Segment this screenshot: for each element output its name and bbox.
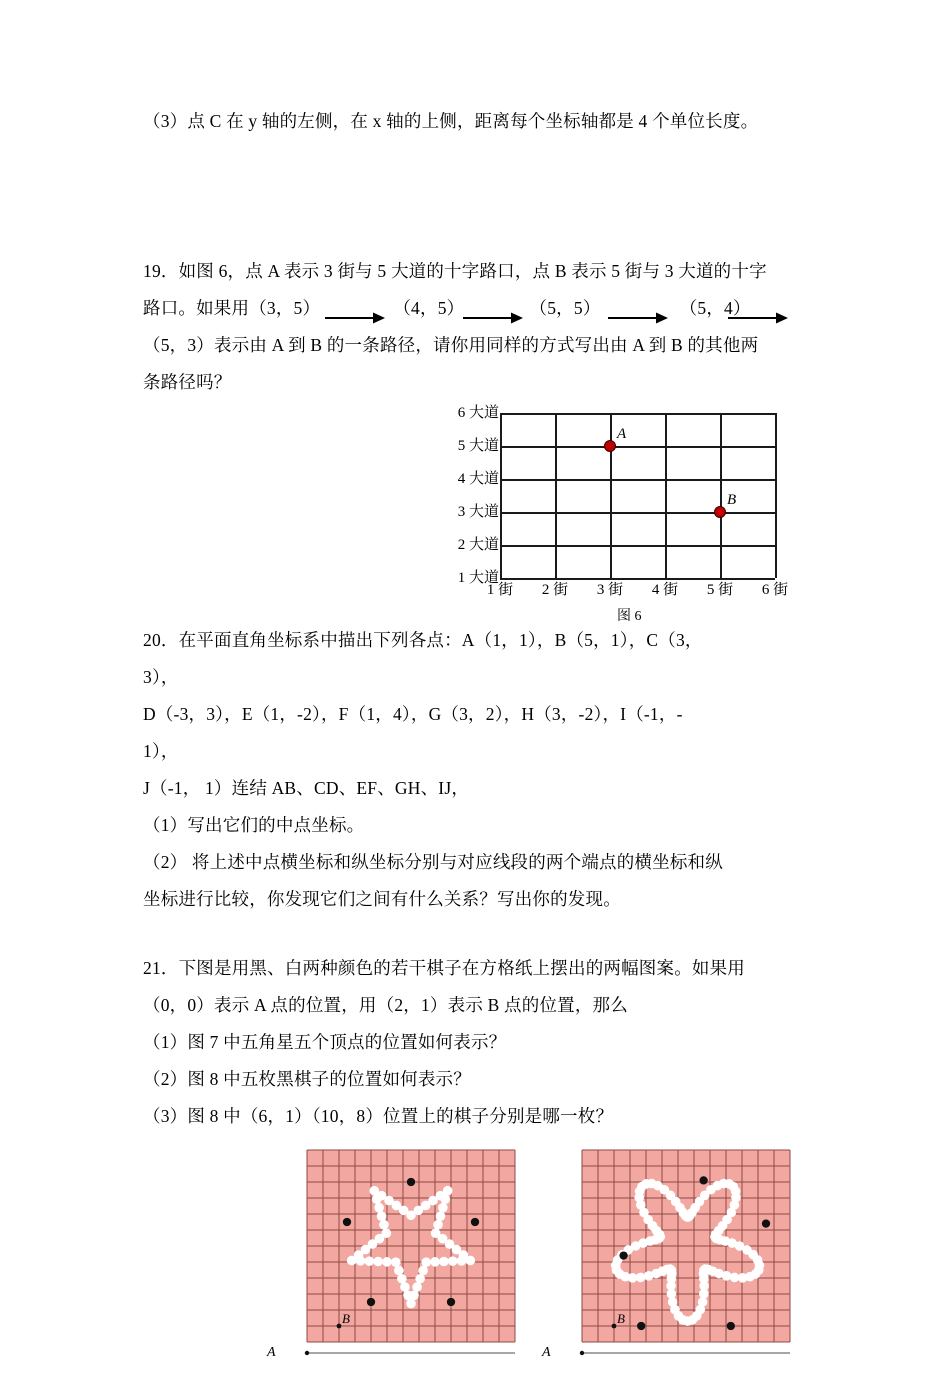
figure-6-vline bbox=[610, 413, 612, 578]
figure-6-vline bbox=[500, 413, 502, 578]
fig8-svg bbox=[560, 1148, 802, 1370]
figure-6-point-a bbox=[604, 440, 616, 452]
figure-6-street-label: 4 街 bbox=[651, 582, 679, 598]
fig7-white-piece bbox=[415, 1274, 425, 1284]
fig7-black-piece bbox=[343, 1218, 351, 1226]
figure-6-caption: 图 6 bbox=[617, 609, 642, 624]
fig8-black-piece bbox=[762, 1219, 770, 1227]
question-18-part-c bbox=[143, 103, 819, 140]
fig7-black-piece bbox=[367, 1298, 375, 1306]
fig7-white-piece bbox=[412, 1282, 422, 1292]
question-21 bbox=[143, 950, 819, 1135]
fig7-white-piece bbox=[347, 1256, 357, 1266]
fig7-white-piece bbox=[400, 1282, 410, 1292]
figure-7-origin-label: A bbox=[267, 1345, 276, 1360]
fig8-white-piece bbox=[722, 1271, 732, 1281]
figure-6-avenue-label: 2 大道 bbox=[457, 537, 499, 553]
q21-line-3: （1）图 7 中五角星五个顶点的位置如何表示？ bbox=[143, 1032, 507, 1052]
fig8-black-piece bbox=[619, 1251, 627, 1259]
fig7-svg bbox=[285, 1148, 527, 1370]
fig7-white-piece bbox=[370, 1186, 380, 1196]
q20-line-1: 20．在平面直角坐标系中描出下列各点：A（1，1），B（5，1），C（3， bbox=[143, 630, 703, 650]
fig7-white-piece bbox=[448, 1256, 458, 1266]
q19-line-3: （5，3）表示由 A 到 B 的一条路径，请你用同样的方式写出由 A 到 B 的其他两 bbox=[143, 335, 759, 355]
fig7-white-piece bbox=[394, 1266, 404, 1276]
q20-line-6: （1）写出它们的中点坐标。 bbox=[143, 815, 365, 835]
q19-seq-part-1: 路口。如果用（3，5） bbox=[143, 298, 321, 318]
figure-6-hline bbox=[500, 512, 775, 514]
figure-6-street-label: 5 街 bbox=[706, 582, 734, 598]
figure-6-avenue-label: 6 大道 bbox=[457, 405, 499, 421]
q19-line-1: 19．如图 6，点 A 表示 3 街与 5 大道的十字路口，点 B 表示 5 街与 3 大道的十字 bbox=[143, 261, 767, 281]
fig7-white-piece bbox=[403, 1291, 413, 1301]
q21-line-5: （3）图 8 中（6，1）（10，8）位置上的棋子分别是哪一枚？ bbox=[143, 1106, 614, 1126]
fig8-white-piece bbox=[636, 1273, 646, 1283]
q20-line-8: 坐标进行比较，你发现它们之间有什么关系？写出你的发现。 bbox=[143, 889, 621, 909]
figure-6-street-label: 2 街 bbox=[541, 582, 569, 598]
fig7-white-piece bbox=[391, 1257, 401, 1267]
fig7-white-piece bbox=[372, 1194, 382, 1204]
q19-line-2 bbox=[143, 290, 819, 327]
q20-line-2: 3）， bbox=[143, 667, 179, 687]
fig8-white-piece bbox=[698, 1297, 708, 1307]
fig7-white-piece bbox=[397, 1274, 407, 1284]
figure-6-street-grid bbox=[437, 398, 797, 626]
q21-line-4: （2）图 8 中五枚黑棋子的位置如何表示？ bbox=[143, 1069, 471, 1089]
figure-6-street-label: 6 街 bbox=[761, 582, 789, 598]
figure-6-street-label: 1 街 bbox=[486, 582, 514, 598]
figure-6-hline bbox=[500, 479, 775, 481]
figure-6-vline bbox=[555, 413, 557, 578]
figure-7-b-label: B bbox=[342, 1311, 350, 1326]
figure-6-vline bbox=[665, 413, 667, 578]
figure-8-b-label: B bbox=[617, 1311, 625, 1326]
fig7-white-piece bbox=[439, 1257, 449, 1267]
fig7-white-piece bbox=[364, 1256, 374, 1266]
fig7-point-b-dot bbox=[337, 1324, 342, 1329]
fig8-black-piece bbox=[637, 1322, 645, 1330]
figure-6-point-label-b: B bbox=[727, 492, 737, 508]
figure-6-point-b bbox=[714, 506, 726, 518]
q20-line-5: J（-1， 1）连结 AB、CD、EF、GH、IJ， bbox=[143, 778, 470, 798]
sequence-arrow-2 bbox=[463, 311, 525, 325]
fig8-point-b-dot bbox=[612, 1324, 617, 1329]
figure-6-avenue-label: 5 大道 bbox=[457, 438, 499, 454]
fig8-white-piece bbox=[678, 1315, 688, 1325]
figure-6-hline bbox=[500, 578, 775, 580]
fig7-white-piece bbox=[430, 1257, 440, 1267]
fig7-black-piece bbox=[471, 1218, 479, 1226]
fig7-white-piece bbox=[374, 1203, 384, 1213]
fig7-black-piece bbox=[407, 1178, 415, 1186]
fig7-white-piece bbox=[373, 1257, 383, 1267]
figure-6-street-label: 3 街 bbox=[596, 582, 624, 598]
fig7-white-piece bbox=[356, 1256, 366, 1266]
q20-line-3: D（-3，3），E（1，-2），F（1，4），G（3，2），H（3，-2），I（-1，- bbox=[143, 704, 683, 724]
figure-8-origin-label: A bbox=[542, 1345, 551, 1360]
fig7-white-piece bbox=[406, 1299, 416, 1309]
figure-7-board bbox=[285, 1148, 527, 1375]
q21-line-1: 21．下图是用黑、白两种颜色的若干棋子在方格纸上摆出的两幅图案。如果用 bbox=[143, 958, 745, 978]
fig7-white-piece bbox=[379, 1220, 389, 1230]
fig7-white-piece bbox=[377, 1211, 387, 1221]
page-content bbox=[143, 0, 819, 1344]
figure-6-hline bbox=[500, 545, 775, 547]
fig7-white-piece bbox=[436, 1211, 446, 1221]
q19-seq-part-4: （5，4） bbox=[679, 298, 751, 318]
figure-6-vline bbox=[775, 413, 777, 578]
figure-6-avenue-label: 3 大道 bbox=[457, 504, 499, 520]
q19-seq-part-2: （4，5） bbox=[393, 298, 465, 318]
sequence-arrow-3 bbox=[608, 311, 670, 325]
q19-line-4: 条路径吗？ bbox=[143, 372, 232, 392]
q21-line-2: （0，0）表示 A 点的位置，用（2，1）表示 B 点的位置，那么 bbox=[143, 995, 628, 1015]
sequence-arrow-1 bbox=[325, 311, 387, 325]
figure-6-avenue-label: 4 大道 bbox=[457, 471, 499, 487]
fig7-white-piece bbox=[418, 1266, 428, 1276]
fig7-white-piece bbox=[433, 1220, 443, 1230]
q20-line-7: （2） 将上述中点横坐标和纵坐标分别与对应线段的两个端点的横坐标和纵 bbox=[143, 852, 723, 872]
figure-6-hline bbox=[500, 413, 775, 415]
fig8-black-piece bbox=[727, 1322, 735, 1330]
figure-6-vline bbox=[720, 413, 722, 578]
fig7-black-piece bbox=[447, 1298, 455, 1306]
figure-6-hline bbox=[500, 446, 775, 448]
q20-line-4: 1）， bbox=[143, 741, 179, 761]
figure-8-board bbox=[560, 1148, 802, 1375]
question-19 bbox=[143, 253, 819, 401]
fig8-white-piece bbox=[667, 1289, 677, 1299]
q18c-line-1: （3）点 C 在 y 轴的左侧，在 x 轴的上侧，距离每个坐标轴都是 4 个单位长度。 bbox=[143, 111, 759, 131]
fig7-white-piece bbox=[382, 1257, 392, 1267]
fig8-black-piece bbox=[699, 1176, 707, 1184]
question-20 bbox=[143, 622, 819, 918]
fig7-white-piece bbox=[431, 1228, 441, 1238]
q19-seq-part-3: （5，5） bbox=[529, 298, 601, 318]
figure-6-avenue-label: 1 大道 bbox=[457, 570, 499, 586]
fig7-white-piece bbox=[438, 1203, 448, 1213]
figure-6-point-label-a: A bbox=[617, 426, 627, 442]
fig7-white-piece bbox=[421, 1257, 431, 1267]
